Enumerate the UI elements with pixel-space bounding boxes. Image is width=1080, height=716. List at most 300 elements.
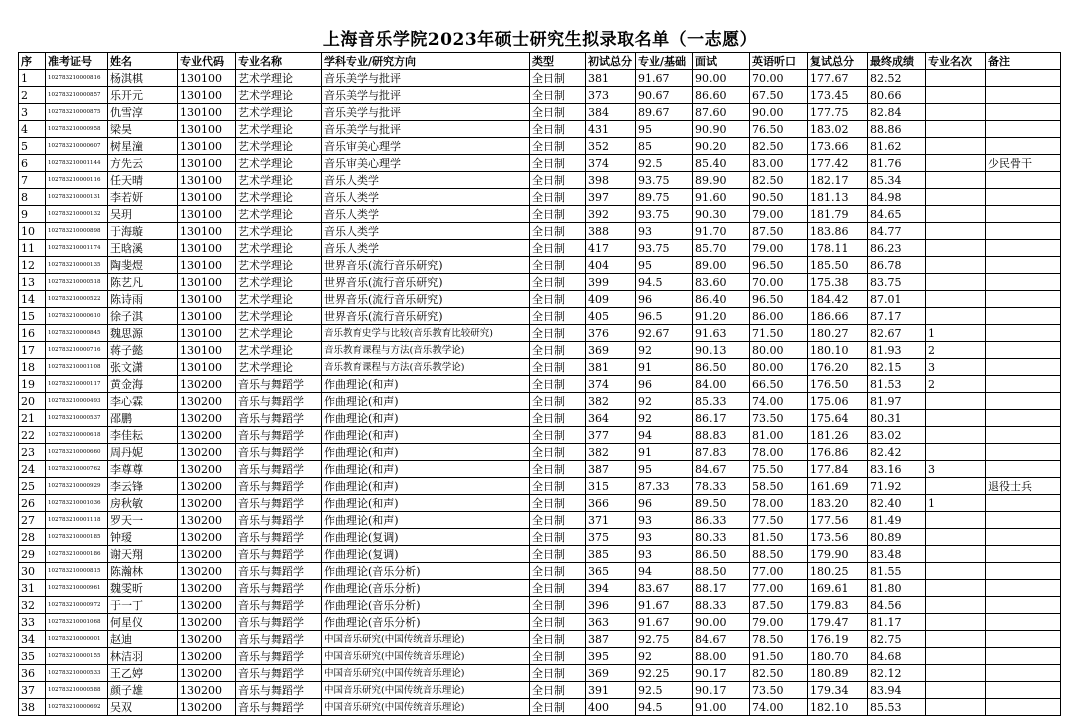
retest-total-cell: 182.17 [808, 172, 868, 189]
study-type-cell: 全日制 [530, 563, 586, 580]
study-type-cell: 全日制 [530, 376, 586, 393]
major-rank-cell [926, 665, 986, 682]
study-type-cell: 全日制 [530, 70, 586, 87]
study-type-cell: 全日制 [530, 359, 586, 376]
interview-score-cell: 85.33 [693, 393, 750, 410]
retest-total-cell: 180.25 [808, 563, 868, 580]
initial-score-cell: 394 [586, 580, 636, 597]
column-header: 类型 [530, 53, 586, 70]
student-name-cell: 李心霖 [108, 393, 178, 410]
final-score-cell: 80.89 [868, 529, 926, 546]
ticket-number-cell: 102783210000857 [46, 87, 108, 104]
table-row [19, 546, 1061, 563]
row-number-cell: 5 [19, 138, 46, 155]
major-code-cell: 130100 [178, 121, 236, 138]
major-base-score-cell: 93 [636, 546, 693, 563]
remark-cell [986, 240, 1061, 257]
initial-score-cell: 417 [586, 240, 636, 257]
table-row [19, 580, 1061, 597]
interview-score-cell: 88.83 [693, 427, 750, 444]
final-score-cell: 84.56 [868, 597, 926, 614]
retest-total-cell: 173.45 [808, 87, 868, 104]
major-name-cell: 音乐与舞蹈学 [236, 597, 322, 614]
english-oral-score-cell: 77.00 [750, 580, 808, 597]
retest-total-cell: 175.06 [808, 393, 868, 410]
study-type-cell: 全日制 [530, 104, 586, 121]
row-number-cell: 2 [19, 87, 46, 104]
ticket-number-cell: 102783210000155 [46, 648, 108, 665]
remark-cell [986, 614, 1061, 631]
major-name-cell: 艺术学理论 [236, 138, 322, 155]
major-rank-cell [926, 104, 986, 121]
study-type-cell: 全日制 [530, 87, 586, 104]
retest-total-cell: 177.56 [808, 512, 868, 529]
major-rank-cell [926, 155, 986, 172]
interview-score-cell: 85.70 [693, 240, 750, 257]
final-score-cell: 82.42 [868, 444, 926, 461]
remark-cell [986, 70, 1061, 87]
ticket-number-cell: 102783210001174 [46, 240, 108, 257]
initial-score-cell: 377 [586, 427, 636, 444]
table-row [19, 478, 1061, 495]
major-base-score-cell: 93.75 [636, 206, 693, 223]
english-oral-score-cell: 88.50 [750, 546, 808, 563]
major-rank-cell [926, 274, 986, 291]
initial-score-cell: 382 [586, 393, 636, 410]
major-name-cell: 艺术学理论 [236, 155, 322, 172]
major-base-score-cell: 92.67 [636, 325, 693, 342]
row-number-cell: 31 [19, 580, 46, 597]
ticket-number-cell: 102783210000132 [46, 206, 108, 223]
ticket-number-cell: 102783210000610 [46, 308, 108, 325]
major-name-cell: 音乐与舞蹈学 [236, 648, 322, 665]
retest-total-cell: 185.50 [808, 257, 868, 274]
research-direction-cell: 作曲理论(复调) [322, 546, 530, 563]
student-name-cell: 陈诗雨 [108, 291, 178, 308]
retest-total-cell: 180.27 [808, 325, 868, 342]
major-code-cell: 130200 [178, 699, 236, 716]
english-oral-score-cell: 76.50 [750, 121, 808, 138]
table-row [19, 699, 1061, 716]
student-name-cell: 魏雯昕 [108, 580, 178, 597]
research-direction-cell: 作曲理论(和声) [322, 478, 530, 495]
table-row [19, 342, 1061, 359]
remark-cell [986, 342, 1061, 359]
major-base-score-cell: 93.75 [636, 240, 693, 257]
final-score-cell: 82.15 [868, 359, 926, 376]
initial-score-cell: 369 [586, 665, 636, 682]
interview-score-cell: 84.67 [693, 631, 750, 648]
initial-score-cell: 385 [586, 546, 636, 563]
major-name-cell: 音乐与舞蹈学 [236, 614, 322, 631]
initial-score-cell: 384 [586, 104, 636, 121]
interview-score-cell: 89.00 [693, 257, 750, 274]
major-rank-cell [926, 427, 986, 444]
english-oral-score-cell: 90.50 [750, 189, 808, 206]
interview-score-cell: 91.00 [693, 699, 750, 716]
table-row [19, 70, 1061, 87]
study-type-cell: 全日制 [530, 529, 586, 546]
major-name-cell: 音乐与舞蹈学 [236, 495, 322, 512]
ticket-number-cell: 102783210000816 [46, 70, 108, 87]
initial-score-cell: 376 [586, 325, 636, 342]
english-oral-score-cell: 70.00 [750, 274, 808, 291]
major-rank-cell [926, 240, 986, 257]
student-name-cell: 李云锋 [108, 478, 178, 495]
row-number-cell: 26 [19, 495, 46, 512]
ticket-number-cell: 102783210000815 [46, 563, 108, 580]
student-name-cell: 赵迪 [108, 631, 178, 648]
student-name-cell: 杨淇棋 [108, 70, 178, 87]
interview-score-cell: 86.60 [693, 87, 750, 104]
retest-total-cell: 161.69 [808, 478, 868, 495]
research-direction-cell: 音乐审美心理学 [322, 138, 530, 155]
student-name-cell: 王乙婷 [108, 665, 178, 682]
table-row [19, 206, 1061, 223]
english-oral-score-cell: 86.00 [750, 308, 808, 325]
student-name-cell: 方先云 [108, 155, 178, 172]
research-direction-cell: 音乐人类学 [322, 223, 530, 240]
major-code-cell: 130200 [178, 444, 236, 461]
initial-score-cell: 352 [586, 138, 636, 155]
retest-total-cell: 179.90 [808, 546, 868, 563]
final-score-cell: 88.86 [868, 121, 926, 138]
major-rank-cell [926, 172, 986, 189]
interview-score-cell: 89.90 [693, 172, 750, 189]
interview-score-cell: 89.50 [693, 495, 750, 512]
interview-score-cell: 83.60 [693, 274, 750, 291]
ticket-number-cell: 102783210000961 [46, 580, 108, 597]
english-oral-score-cell: 83.00 [750, 155, 808, 172]
major-rank-cell [926, 444, 986, 461]
row-number-cell: 6 [19, 155, 46, 172]
ticket-number-cell: 102783210000958 [46, 121, 108, 138]
major-rank-cell [926, 631, 986, 648]
major-name-cell: 艺术学理论 [236, 291, 322, 308]
major-name-cell: 音乐与舞蹈学 [236, 376, 322, 393]
english-oral-score-cell: 70.00 [750, 70, 808, 87]
final-score-cell: 82.84 [868, 104, 926, 121]
english-oral-score-cell: 82.50 [750, 172, 808, 189]
table-row [19, 529, 1061, 546]
major-rank-cell: 3 [926, 359, 986, 376]
research-direction-cell: 音乐教育课程与方法(音乐教学论) [322, 342, 530, 359]
final-score-cell: 87.17 [868, 308, 926, 325]
major-code-cell: 130200 [178, 529, 236, 546]
table-row [19, 444, 1061, 461]
major-rank-cell [926, 478, 986, 495]
research-direction-cell: 作曲理论(和声) [322, 376, 530, 393]
interview-score-cell: 90.17 [693, 665, 750, 682]
initial-score-cell: 398 [586, 172, 636, 189]
major-rank-cell [926, 682, 986, 699]
row-number-cell: 9 [19, 206, 46, 223]
row-number-cell: 30 [19, 563, 46, 580]
retest-total-cell: 183.20 [808, 495, 868, 512]
remark-cell [986, 427, 1061, 444]
study-type-cell: 全日制 [530, 648, 586, 665]
remark-cell [986, 325, 1061, 342]
major-code-cell: 130200 [178, 648, 236, 665]
study-type-cell: 全日制 [530, 614, 586, 631]
student-name-cell: 钟瑷 [108, 529, 178, 546]
table-row [19, 461, 1061, 478]
study-type-cell: 全日制 [530, 325, 586, 342]
column-header: 学科专业/研究方向 [322, 53, 530, 70]
english-oral-score-cell: 77.50 [750, 512, 808, 529]
row-number-cell: 25 [19, 478, 46, 495]
table-row [19, 223, 1061, 240]
retest-total-cell: 183.02 [808, 121, 868, 138]
admission-table [18, 52, 1061, 716]
student-name-cell: 张文潇 [108, 359, 178, 376]
major-rank-cell: 1 [926, 495, 986, 512]
row-number-cell: 20 [19, 393, 46, 410]
initial-score-cell: 395 [586, 648, 636, 665]
english-oral-score-cell: 79.00 [750, 240, 808, 257]
final-score-cell: 87.01 [868, 291, 926, 308]
final-score-cell: 81.80 [868, 580, 926, 597]
major-name-cell: 音乐与舞蹈学 [236, 529, 322, 546]
major-code-cell: 130100 [178, 172, 236, 189]
english-oral-score-cell: 96.50 [750, 257, 808, 274]
initial-score-cell: 399 [586, 274, 636, 291]
major-code-cell: 130200 [178, 563, 236, 580]
table-header-row [19, 53, 1061, 70]
research-direction-cell: 作曲理论(音乐分析) [322, 614, 530, 631]
english-oral-score-cell: 81.50 [750, 529, 808, 546]
english-oral-score-cell: 82.50 [750, 665, 808, 682]
row-number-cell: 24 [19, 461, 46, 478]
remark-cell [986, 87, 1061, 104]
research-direction-cell: 世界音乐(流行音乐研究) [322, 291, 530, 308]
major-rank-cell [926, 87, 986, 104]
ticket-number-cell: 102783210000533 [46, 665, 108, 682]
row-number-cell: 32 [19, 597, 46, 614]
interview-score-cell: 88.33 [693, 597, 750, 614]
study-type-cell: 全日制 [530, 121, 586, 138]
interview-score-cell: 88.17 [693, 580, 750, 597]
major-base-score-cell: 96.5 [636, 308, 693, 325]
row-number-cell: 8 [19, 189, 46, 206]
initial-score-cell: 364 [586, 410, 636, 427]
research-direction-cell: 音乐人类学 [322, 189, 530, 206]
row-number-cell: 27 [19, 512, 46, 529]
major-name-cell: 音乐与舞蹈学 [236, 393, 322, 410]
major-base-score-cell: 92 [636, 342, 693, 359]
remark-cell [986, 223, 1061, 240]
english-oral-score-cell: 82.50 [750, 138, 808, 155]
retest-total-cell: 173.56 [808, 529, 868, 546]
final-score-cell: 81.17 [868, 614, 926, 631]
study-type-cell: 全日制 [530, 410, 586, 427]
column-header: 面试 [693, 53, 750, 70]
table-row [19, 138, 1061, 155]
ticket-number-cell: 102783210000929 [46, 478, 108, 495]
student-name-cell: 陈艺凡 [108, 274, 178, 291]
initial-score-cell: 431 [586, 121, 636, 138]
initial-score-cell: 369 [586, 342, 636, 359]
english-oral-score-cell: 75.50 [750, 461, 808, 478]
remark-cell: 退役士兵 [986, 478, 1061, 495]
table-row [19, 325, 1061, 342]
research-direction-cell: 作曲理论(音乐分析) [322, 580, 530, 597]
major-rank-cell [926, 138, 986, 155]
interview-score-cell: 87.83 [693, 444, 750, 461]
student-name-cell: 陶斐煜 [108, 257, 178, 274]
column-header: 专业名次 [926, 53, 986, 70]
row-number-cell: 28 [19, 529, 46, 546]
major-code-cell: 130100 [178, 223, 236, 240]
interview-score-cell: 90.13 [693, 342, 750, 359]
retest-total-cell: 180.10 [808, 342, 868, 359]
major-base-score-cell: 92 [636, 648, 693, 665]
remark-cell [986, 512, 1061, 529]
ticket-number-cell: 102783210000692 [46, 699, 108, 716]
english-oral-score-cell: 58.50 [750, 478, 808, 495]
ticket-number-cell: 102783210000607 [46, 138, 108, 155]
ticket-number-cell: 102783210000116 [46, 172, 108, 189]
major-rank-cell [926, 223, 986, 240]
retest-total-cell: 177.75 [808, 104, 868, 121]
retest-total-cell: 182.10 [808, 699, 868, 716]
major-name-cell: 艺术学理论 [236, 240, 322, 257]
major-base-score-cell: 91 [636, 359, 693, 376]
remark-cell [986, 257, 1061, 274]
row-number-cell: 21 [19, 410, 46, 427]
study-type-cell: 全日制 [530, 461, 586, 478]
table-row [19, 172, 1061, 189]
remark-cell [986, 580, 1061, 597]
student-name-cell: 蒋子懿 [108, 342, 178, 359]
final-score-cell: 81.53 [868, 376, 926, 393]
major-name-cell: 音乐与舞蹈学 [236, 546, 322, 563]
table-row [19, 682, 1061, 699]
final-score-cell: 81.49 [868, 512, 926, 529]
interview-score-cell: 78.33 [693, 478, 750, 495]
major-code-cell: 130100 [178, 155, 236, 172]
major-base-score-cell: 92.5 [636, 682, 693, 699]
column-header: 专业/基础 [636, 53, 693, 70]
retest-total-cell: 180.89 [808, 665, 868, 682]
interview-score-cell: 90.90 [693, 121, 750, 138]
remark-cell [986, 665, 1061, 682]
student-name-cell: 吴玥 [108, 206, 178, 223]
retest-total-cell: 177.42 [808, 155, 868, 172]
initial-score-cell: 373 [586, 87, 636, 104]
major-name-cell: 音乐与舞蹈学 [236, 410, 322, 427]
major-name-cell: 音乐与舞蹈学 [236, 563, 322, 580]
row-number-cell: 11 [19, 240, 46, 257]
row-number-cell: 33 [19, 614, 46, 631]
major-code-cell: 130100 [178, 308, 236, 325]
row-number-cell: 36 [19, 665, 46, 682]
row-number-cell: 14 [19, 291, 46, 308]
major-code-cell: 130200 [178, 682, 236, 699]
study-type-cell: 全日制 [530, 393, 586, 410]
retest-total-cell: 184.42 [808, 291, 868, 308]
major-base-score-cell: 93 [636, 512, 693, 529]
major-code-cell: 130100 [178, 138, 236, 155]
row-number-cell: 19 [19, 376, 46, 393]
major-base-score-cell: 94.5 [636, 274, 693, 291]
ticket-number-cell: 102783210000131 [46, 189, 108, 206]
table-row [19, 359, 1061, 376]
row-number-cell: 35 [19, 648, 46, 665]
english-oral-score-cell: 77.00 [750, 563, 808, 580]
final-score-cell: 81.93 [868, 342, 926, 359]
major-rank-cell [926, 597, 986, 614]
major-name-cell: 音乐与舞蹈学 [236, 665, 322, 682]
initial-score-cell: 382 [586, 444, 636, 461]
research-direction-cell: 中国音乐研究(中国传统音乐理论) [322, 665, 530, 682]
major-rank-cell [926, 410, 986, 427]
major-rank-cell [926, 257, 986, 274]
final-score-cell: 84.65 [868, 206, 926, 223]
final-score-cell: 82.52 [868, 70, 926, 87]
column-header: 准考证号 [46, 53, 108, 70]
table-row [19, 495, 1061, 512]
major-rank-cell [926, 70, 986, 87]
study-type-cell: 全日制 [530, 427, 586, 444]
major-name-cell: 音乐与舞蹈学 [236, 444, 322, 461]
retest-total-cell: 177.67 [808, 70, 868, 87]
interview-score-cell: 84.67 [693, 461, 750, 478]
major-name-cell: 音乐与舞蹈学 [236, 580, 322, 597]
final-score-cell: 83.48 [868, 546, 926, 563]
major-base-score-cell: 87.33 [636, 478, 693, 495]
major-code-cell: 130200 [178, 546, 236, 563]
research-direction-cell: 音乐美学与批评 [322, 121, 530, 138]
document-title: 上海音乐学院2023年硕士研究生拟录取名单（一志愿） [322, 30, 758, 50]
english-oral-score-cell: 87.50 [750, 597, 808, 614]
major-rank-cell [926, 121, 986, 138]
final-score-cell: 81.62 [868, 138, 926, 155]
column-header: 英语听口 [750, 53, 808, 70]
row-number-cell: 10 [19, 223, 46, 240]
student-name-cell: 黄金海 [108, 376, 178, 393]
ticket-number-cell: 102783210000588 [46, 682, 108, 699]
study-type-cell: 全日制 [530, 189, 586, 206]
student-name-cell: 谢天翔 [108, 546, 178, 563]
student-name-cell: 房秋敏 [108, 495, 178, 512]
study-type-cell: 全日制 [530, 138, 586, 155]
research-direction-cell: 中国音乐研究(中国传统音乐理论) [322, 631, 530, 648]
final-score-cell: 86.78 [868, 257, 926, 274]
research-direction-cell: 世界音乐(流行音乐研究) [322, 257, 530, 274]
major-base-score-cell: 91.67 [636, 614, 693, 631]
major-rank-cell [926, 393, 986, 410]
remark-cell [986, 648, 1061, 665]
row-number-cell: 34 [19, 631, 46, 648]
interview-score-cell: 86.17 [693, 410, 750, 427]
table-row [19, 563, 1061, 580]
research-direction-cell: 中国音乐研究(中国传统音乐理论) [322, 682, 530, 699]
table-row [19, 121, 1061, 138]
remark-cell [986, 444, 1061, 461]
major-name-cell: 艺术学理论 [236, 206, 322, 223]
table-row [19, 376, 1061, 393]
row-number-cell: 1 [19, 70, 46, 87]
initial-score-cell: 381 [586, 359, 636, 376]
table-row [19, 410, 1061, 427]
initial-score-cell: 387 [586, 461, 636, 478]
english-oral-score-cell: 73.50 [750, 410, 808, 427]
remark-cell [986, 631, 1061, 648]
ticket-number-cell: 102783210001118 [46, 512, 108, 529]
major-base-score-cell: 91.67 [636, 70, 693, 87]
major-code-cell: 130200 [178, 512, 236, 529]
